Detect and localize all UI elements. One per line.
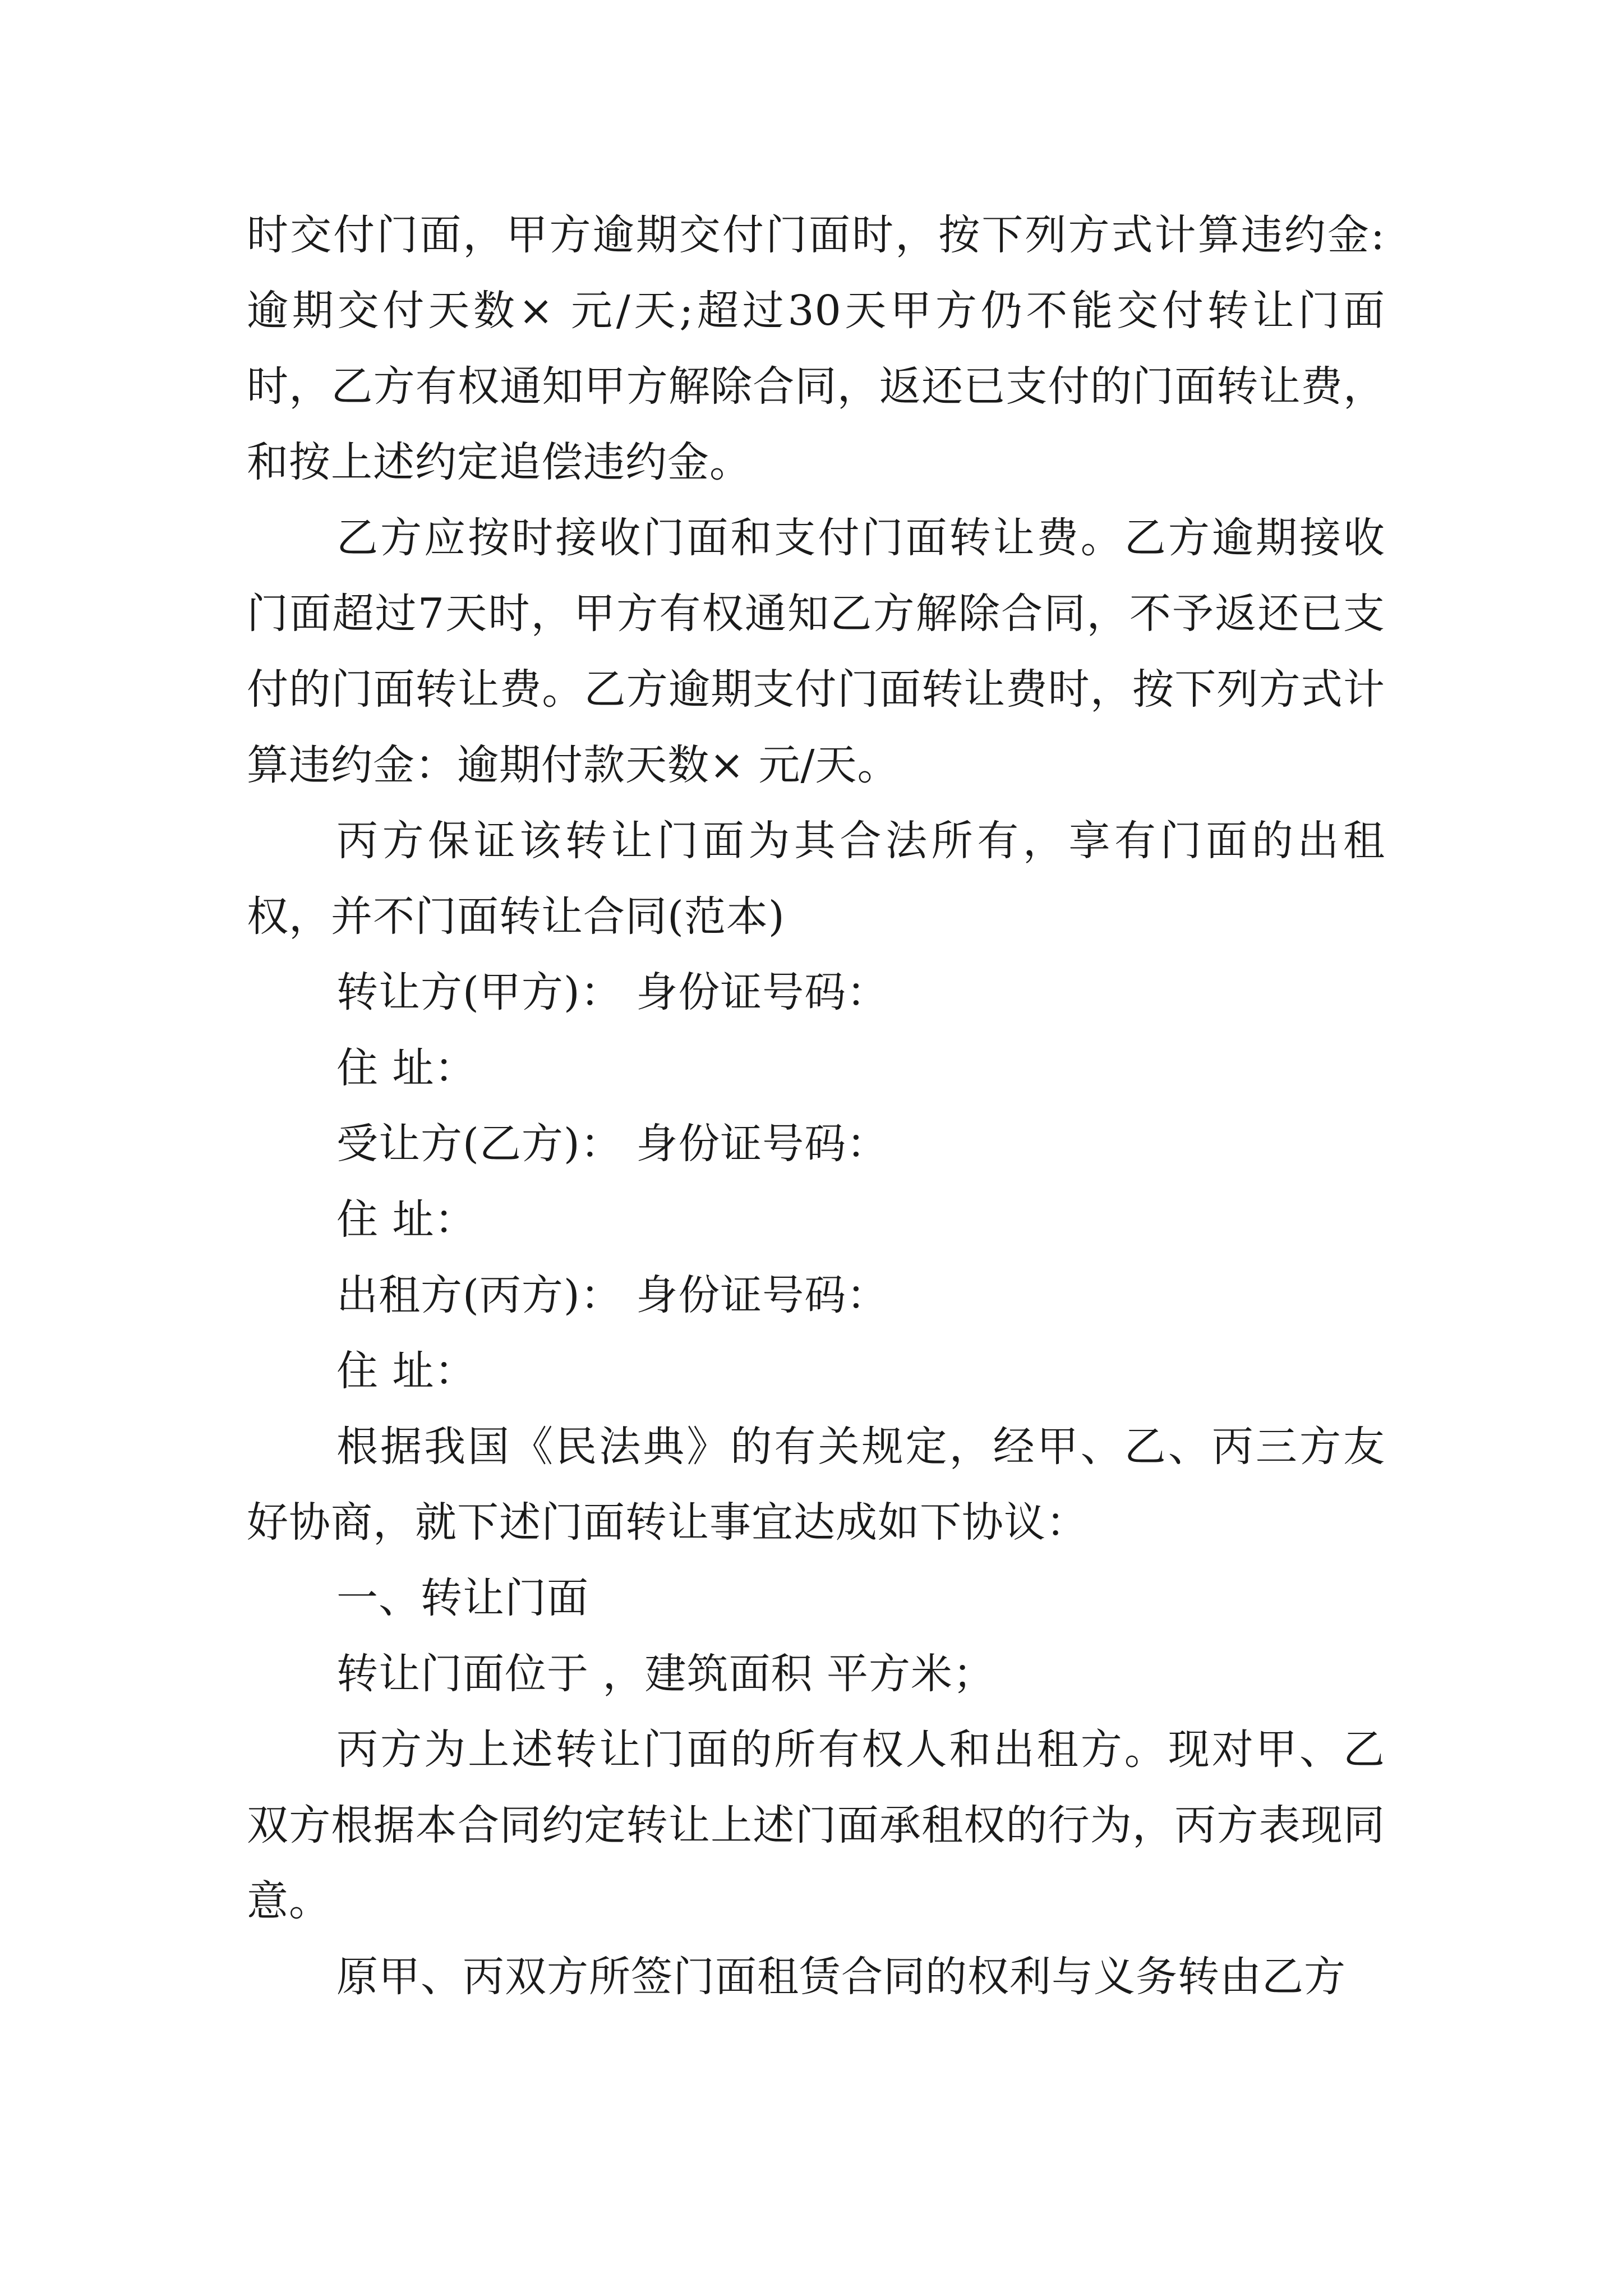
paragraph-location-area: 转让门面位于 ，建筑面积 平方米； — [336, 1650, 995, 1698]
section-heading-transfer: 一、转让门面 — [336, 1574, 589, 1622]
paragraph-party-c-guarantee: 丙方保证该转让门面为其合法所有，享有门面的出租权，并不门面转让合同(范本) — [247, 817, 1385, 941]
party-b-address: 住 址： — [336, 1195, 477, 1244]
party-a-address: 住 址： — [336, 1044, 477, 1092]
paragraph-party-c-consent: 丙方为上述转让门面的所有权人和出租方。现对甲、乙双方根据本合同约定转让上述门面承租权的行为，丙方表现同意。 — [247, 1726, 1385, 1925]
party-c-line: 出租方(丙方)： 身份证号码： — [336, 1271, 889, 1319]
paragraph-party-b-obligations: 乙方应按时接收门面和支付门面转让费。乙方逾期接收门面超过7天时，甲方有权通知乙方解除合同，不予返还已支付的门面转让费。乙方逾期支付门面转让费时，按下列方式计算违约金：逾期付款天数× 元/天。 — [247, 514, 1385, 789]
party-a-line: 转让方(甲方)： 身份证号码： — [336, 968, 889, 1016]
party-c-address: 住 址： — [336, 1347, 477, 1395]
party-b-line: 受让方(乙方)： 身份证号码： — [336, 1120, 889, 1168]
paragraph-penalty-delivery: 时交付门面，甲方逾期交付门面时，按下列方式计算违约金:逾期交付天数× 元/天;超过30天甲方仍不能交付转让门面时，乙方有权通知甲方解除合同，返还已支付的门面转让费，和按上述约定追偿违约金。 — [247, 211, 1385, 486]
paragraph-legal-basis: 根据我国《民法典》的有关规定，经甲、乙、丙三方友好协商，就下述门面转让事宜达成如下协议： — [247, 1423, 1385, 1547]
document-body — [247, 197, 1385, 2015]
paragraph-rights-transfer: 原甲、丙双方所签门面租赁合同的权利与义务转由乙方 — [336, 1953, 1346, 2001]
